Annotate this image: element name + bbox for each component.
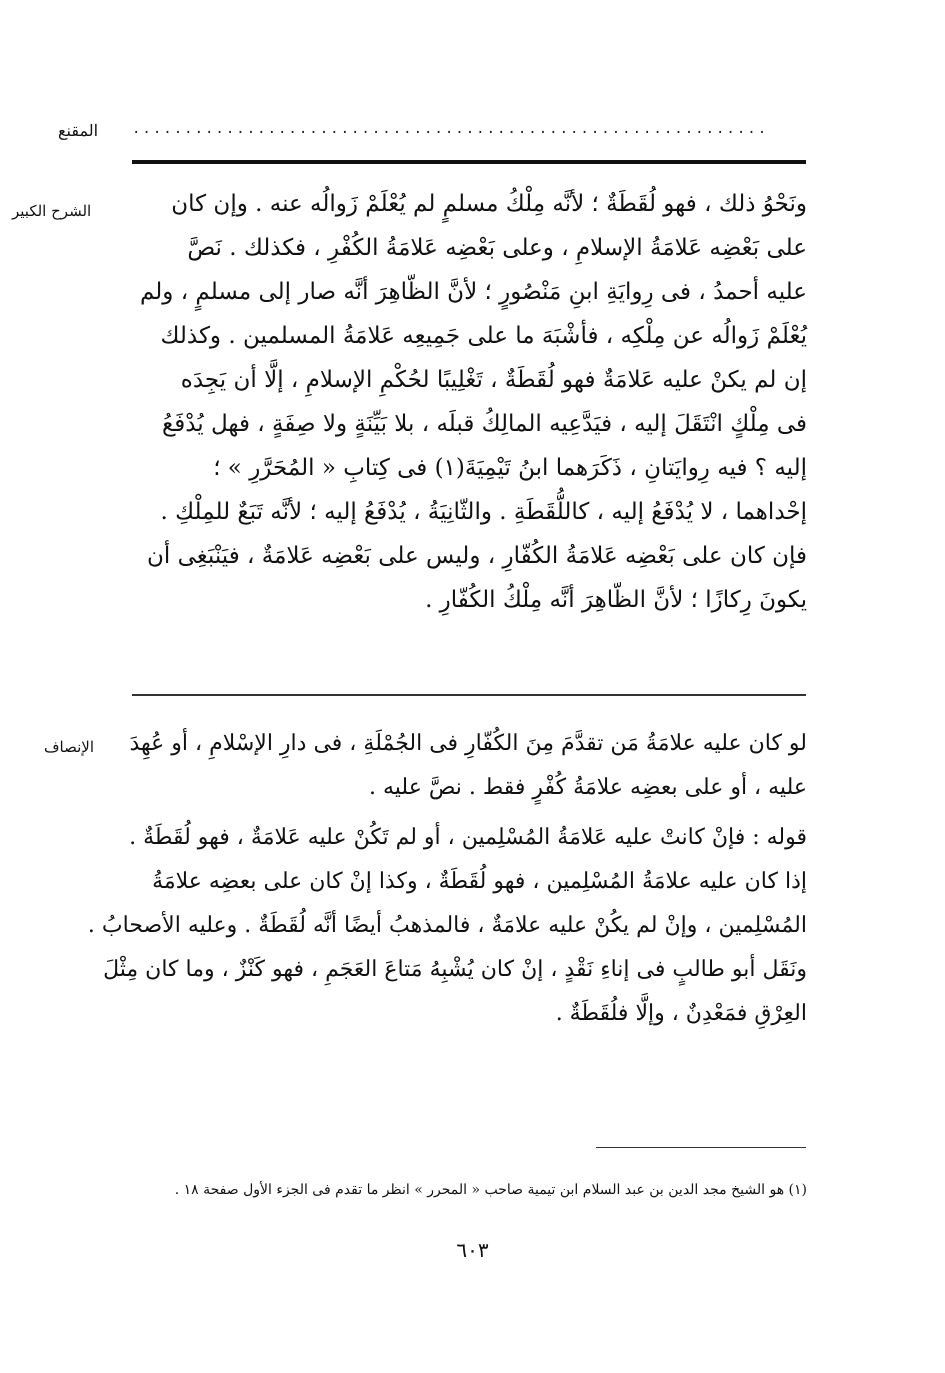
footnote: (١) هو الشيخ مجد الدين بن عبد السلام ابن تيمية صاحب « المحرر » انظر ما تقدم فى الجزء الأول صفحة ١٨ . — [174, 1182, 807, 1198]
side-label-sharh: الشرح الكبير — [12, 202, 92, 220]
text-line: المُسْلِمين ، وإنْ لم يكُنْ عليه علامَةٌ ، فالمذهبُ أيضًا أنَّه لُقَطَةٌ . وعليه الأصحابُ . — [87, 913, 807, 938]
page-number: ٦٠٣ — [456, 1238, 489, 1262]
text-line: على بَعْضِه عَلامَةُ الإسلامِ ، وعلى بَعْضِه عَلامَةُ الكُفْرِ ، فكذلك . نَصَّ — [187, 235, 807, 261]
text-line: فإن كان على بَعْضِه عَلامَةُ الكُفّارِ ، وليس على بَعْضِه عَلامَةٌ ، فيَنْبَغِى أن — [147, 543, 807, 569]
text-line: يُعْلَمْ زَوالُه عن مِلْكِه ، فأشْبَهَ ما على جَمِيعِه عَلامَةُ المسلمين . وكذلك — [160, 323, 807, 349]
text-line: لو كان عليه علامَةُ مَن تقدَّمَ مِنَ الكُفّارِ فى الجُمْلَةِ ، فى دارِ الإسْلامِ ، أو عُهِدَ — [129, 731, 807, 756]
text-line: ونَقَل أبو طالبٍ فى إناءِ نَقْدٍ ، إنْ كان يُشْبِهُ مَتاعَ العَجَمِ ، فهو كَنْزٌ ، وما كان مِثْلَ — [103, 957, 807, 982]
footnote-rule — [596, 1147, 806, 1148]
side-label-insaf: الإنصاف — [44, 738, 95, 756]
text-line: قوله : فإنْ كانتْ عليه عَلامَةُ المُسْلِمين ، أو لم تَكُنْ عليه عَلامَةٌ ، فهو لُقَطَةٌ . — [129, 825, 807, 850]
text-line: إحْداهما ، لا يُدْفَعُ إليه ، كاللُّقَطَةِ . والثّانِيَةُ ، يُدْفَعُ إليه ؛ لأنَّه تَبَعٌ للمِلْكِ . — [160, 499, 807, 525]
text-line: ونَحْوُ ذلك ، فهو لُقَطَةٌ ؛ لأنَّه مِلْكُ مسلمٍ لم يُعْلَمْ زَوالُه عنه . وإن كان — [171, 191, 807, 217]
header-book-title: المقنع — [58, 121, 99, 140]
insaf-text-block — [87, 722, 807, 1036]
header-dotted-leader: ............................................................. — [132, 121, 769, 137]
text-line: عليه ، أو على بعضِه علامَةُ كُفْرٍ فقط . نصَّ عليه . — [369, 775, 807, 800]
text-line: فى مِلْكٍ انْتَقَلَ إليه ، فيَدَّعِيه المالِكُ قبلَه ، بلا بَيِّنَةٍ ولا صِفَةٍ ، فهل يُدْفَعُ — [161, 411, 807, 437]
text-line: إليه ؟ فيه رِوايَتانِ ، ذَكَرَهما ابنُ تَيْمِيَةَ(١) فى كِتابِ « المُحَرَّرِ » ؛ — [213, 455, 807, 481]
section-divider — [132, 694, 806, 696]
text-line: العِرْقِ فمَعْدِنٌ ، وإلَّا فلُقَطَةٌ . — [555, 1001, 807, 1026]
text-line: إن لم يكنْ عليه عَلامَةٌ فهو لُقَطَةٌ ، تَغْلِيبًا لحُكْمِ الإسلامِ ، إلَّا أن يَجِدَه — [180, 367, 807, 393]
sharh-text-block — [131, 182, 807, 622]
text-line: يكونَ رِكازًا ؛ لأنَّ الظّاهِرَ أنَّه مِلْكُ الكُفّارِ . — [425, 587, 807, 613]
text-line: إذا كان عليه علامَةُ المُسْلِمين ، فهو لُقَطَةٌ ، وكذا إنْ كان على بعضِه علامَةُ — [152, 869, 807, 894]
text-line: عليه أحمدُ ، فى رِوايَةِ ابنِ مَنْصُورٍ ؛ لأنَّ الظّاهِرَ أنَّه صار إلى مسلمٍ ، ولم — [139, 279, 807, 305]
header-rule — [132, 160, 806, 164]
